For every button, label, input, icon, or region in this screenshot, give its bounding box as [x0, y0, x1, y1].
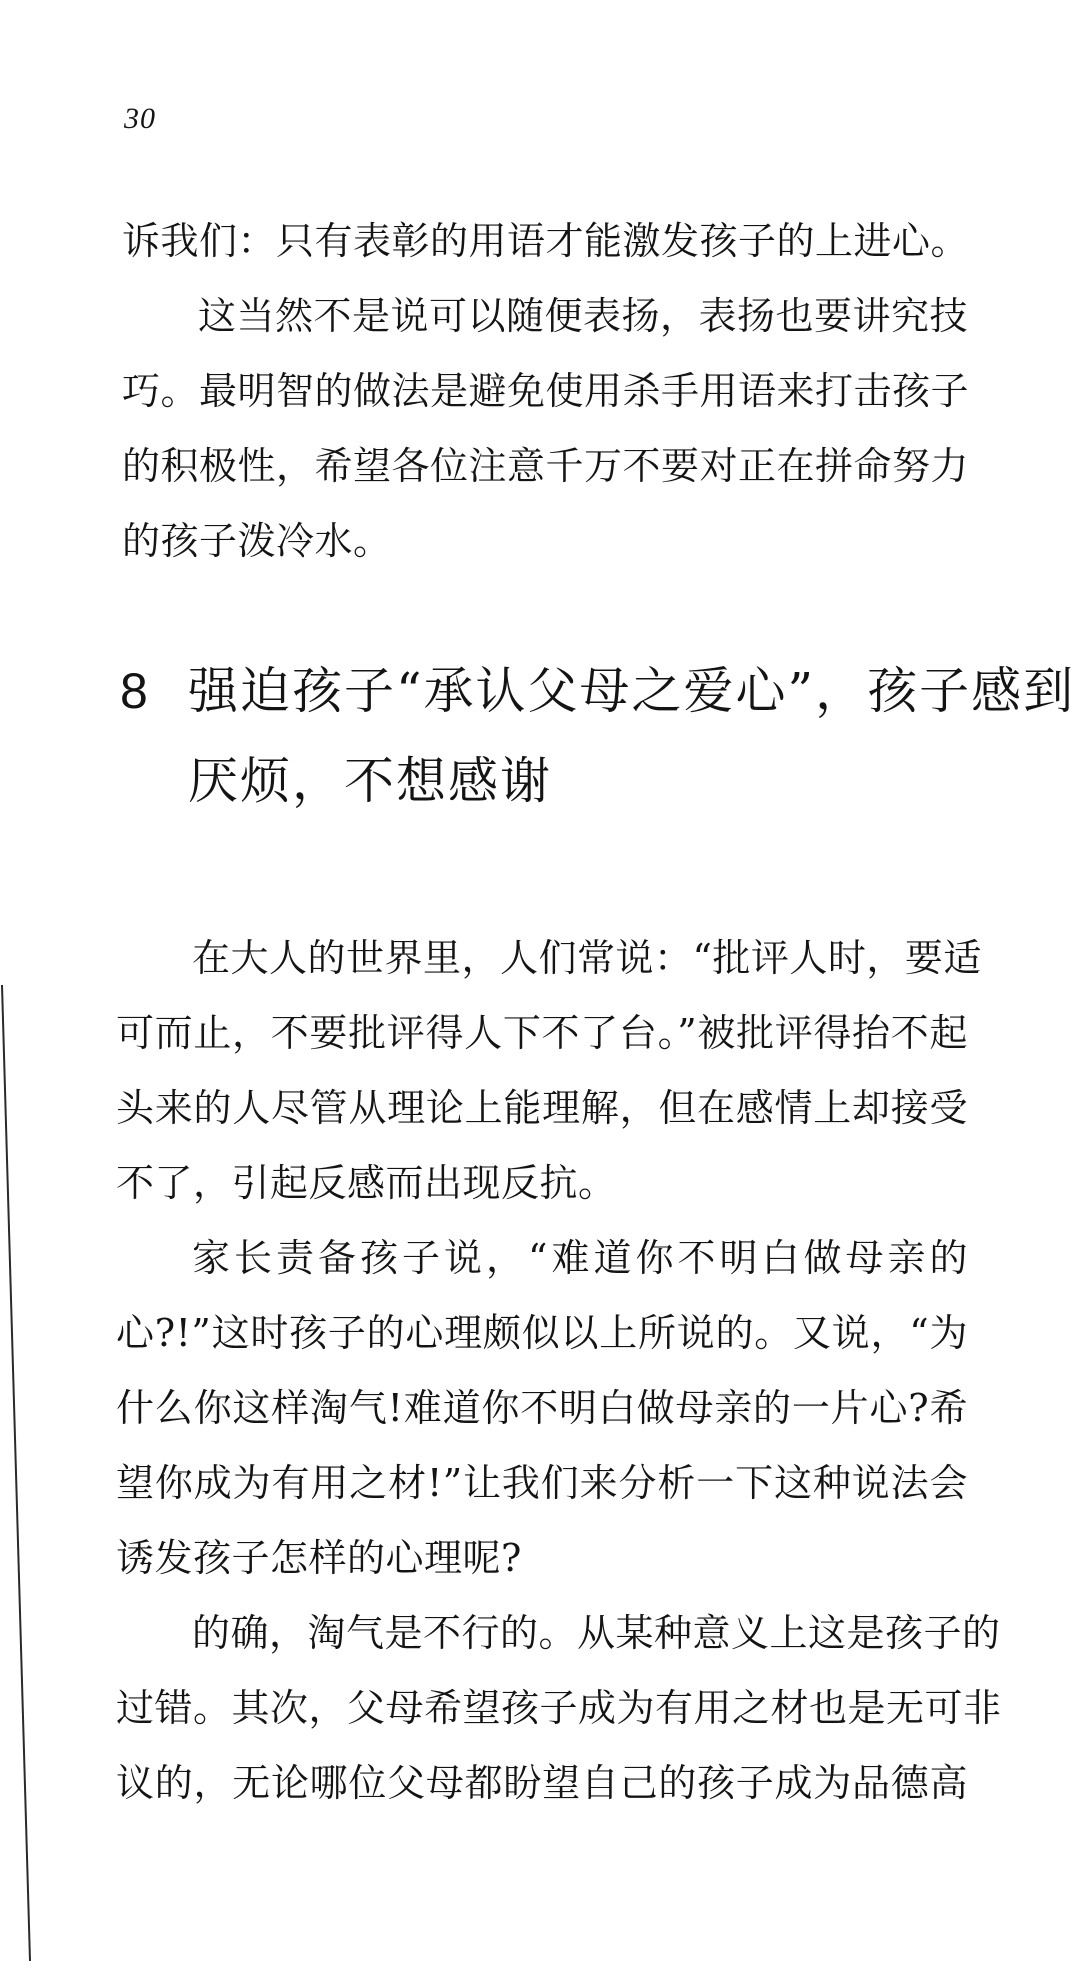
section-title-line: 厌烦，不想感谢	[188, 752, 552, 810]
text-line: 心?!”这时孩子的心理颇似以上所说的。又说，“为	[116, 1311, 968, 1355]
text-line: 的积极性，希望各位注意千万不要对正在拼命努力	[122, 444, 970, 488]
text-line: 诱发孩子怎样的心理呢?	[116, 1536, 522, 1580]
text-line: 头来的人尽管从理论上能理解，但在感情上却接受	[116, 1086, 968, 1130]
text-line: 不了，引起反感而出现反抗。	[116, 1161, 617, 1205]
text-line: 望你成为有用之材!”让我们来分析一下这种说法会	[116, 1461, 968, 1505]
page-number: 30	[124, 102, 156, 135]
text-line: 这当然不是说可以随便表扬，表扬也要讲究技	[198, 294, 969, 338]
text-line: 过错。其次，父母希望孩子成为有用之材也是无可非	[116, 1686, 1002, 1730]
section-title	[188, 650, 1076, 830]
text-line: 的孩子泼冷水。	[122, 519, 392, 563]
text-line: 的确，淘气是不行的。从某种意义上这是孩子的	[192, 1611, 1001, 1655]
body-paragraph-block	[116, 921, 1002, 1821]
section-title-line: 强迫孩子“承认父母之爱心”，孩子感到	[188, 662, 1076, 720]
text-line: 巧。最明智的做法是避免使用杀手用语来打击孩子	[122, 369, 970, 413]
section-number: 8	[120, 663, 148, 719]
binding-edge-shadow	[0, 985, 34, 1961]
text-line: 可而止，不要批评得人下不了台。”被批评得抬不起	[116, 1011, 968, 1055]
text-line: 家长责备孩子说，“难道你不明白做母亲的	[192, 1236, 968, 1280]
top-paragraph-block	[122, 204, 968, 579]
text-line: 诉我们：只有表彰的用语才能激发孩子的上进心。	[122, 219, 970, 263]
text-line: 议的，无论哪位父母都盼望自己的孩子成为品德高	[116, 1761, 968, 1805]
text-line: 什么你这样淘气!难道你不明白做母亲的一片心?希	[116, 1386, 968, 1430]
text-line: 在大人的世界里，人们常说：“批评人时，要适	[192, 936, 982, 980]
